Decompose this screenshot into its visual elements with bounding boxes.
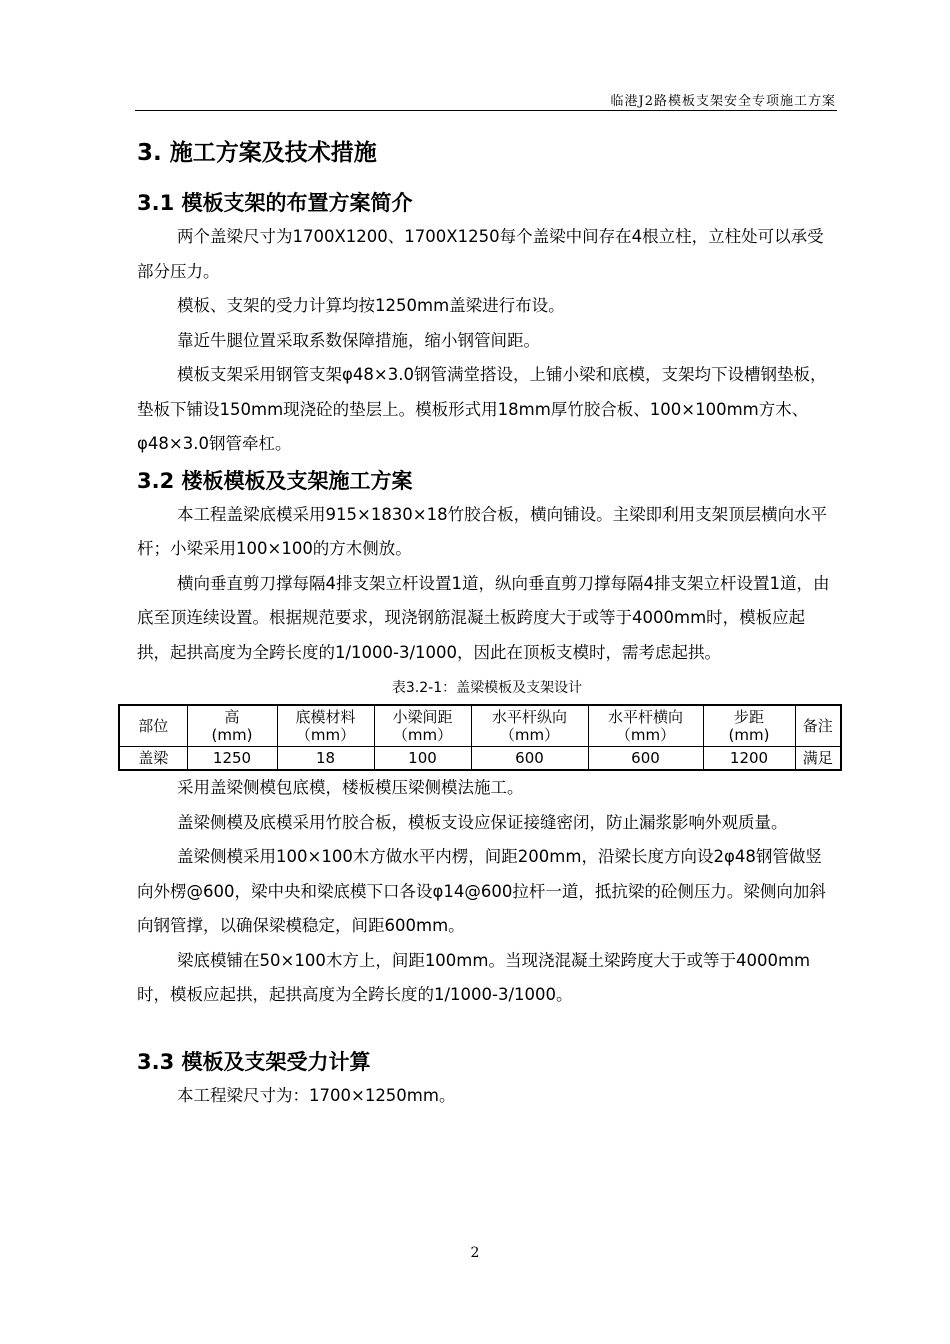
paragraph: 靠近牛腿位置采取系数保障措施，缩小钢管间距。	[177, 330, 540, 350]
table-cell: 600	[471, 747, 588, 771]
table-header-cell: 备注	[795, 705, 841, 747]
table-row	[119, 747, 841, 771]
table-cell: 满足	[795, 747, 841, 771]
paragraph: 模板支架采用钢管支架φ48×3.0钢管满堂搭设，上铺小梁和底模，支架均下设槽钢垫板，垫板下铺设150mm现浇砼的垫层上。模板形式用18mm厚竹胶合板、100×100mm方木、φ48×3.0钢管牵杠。	[137, 365, 827, 453]
page-number: 2	[470, 1245, 480, 1261]
page-content	[137, 134, 837, 1113]
table-header-cell: 水平杆横向 （mm）	[588, 705, 703, 747]
paragraph: 模板、支架的受力计算均按1250mm盖梁进行布设。	[177, 296, 565, 315]
running-header: 临港J2路模板支架安全专项施工方案	[610, 94, 836, 109]
paragraph: 盖梁侧模采用100×100木方做水平内楞，间距200mm，沿梁长度方向设2φ48钢管做竖向外楞@600，梁中央和梁底模下口各设φ14@600拉杆一道，抵抗梁的砼侧压力。梁侧向加斜向钢管撑，以确保梁模稳定，间距600mm。	[137, 847, 826, 935]
paragraph: 本工程梁尺寸为：1700×1250mm。	[177, 1085, 456, 1105]
table-header-cell: 部位	[119, 705, 187, 747]
table-cell: 1250	[187, 747, 277, 771]
paragraph: 盖梁侧模及底模采用竹胶合板，模板支设应保证接缝密闭，防止漏浆影响外观质量。	[177, 812, 788, 832]
table-header-cell: 步距 (mm)	[703, 705, 795, 747]
paragraph: 梁底模铺在50×100木方上，间距100mm。当现浇混凝土梁跨度大于或等于4000mm时，模板应起拱，起拱高度为全跨长度的1/1000-3/1000。	[137, 950, 811, 1004]
table-header-cell: 小梁间距 （mm）	[374, 705, 471, 747]
table-cell: 18	[277, 747, 374, 771]
table-cell: 盖梁	[119, 747, 187, 771]
paragraph: 本工程盖梁底模采用915×1830×18竹胶合板，横向铺设。主梁即利用支架顶层横向水平杆；小梁采用100×100的方木侧放。	[137, 504, 828, 558]
table-header-cell: 高 (mm)	[187, 705, 277, 747]
header-rule	[135, 110, 837, 111]
formwork-design-table	[118, 704, 842, 771]
table-caption: 表3.2-1：盖梁模板及支架设计	[391, 680, 583, 696]
section-3-2-title: 3.2 楼板模板及支架施工方案	[137, 468, 413, 493]
table-header-row	[119, 705, 841, 747]
paragraph: 横向垂直剪刀撑每隔4排支架立杆设置1道，纵向垂直剪刀撑每隔4排支架立杆设置1道，由底至顶连续设置。根据规范要求，现浇钢筋混凝土板跨度大于或等于4000mm时，模板应起拱，起拱高度为全跨长度的1/1000-3/1000，因此在顶板支模时，需考虑起拱。	[137, 573, 830, 662]
section-3-1-title: 3.1 模板支架的布置方案简介	[137, 191, 413, 215]
section-3-3-title: 3.3 模板及支架受力计算	[137, 1049, 371, 1074]
table-header-cell: 底模材料 （mm）	[277, 705, 374, 747]
table-cell: 100	[374, 747, 471, 771]
table-cell: 1200	[703, 747, 795, 771]
table-cell: 600	[588, 747, 703, 771]
paragraph: 两个盖梁尺寸为1700X1200、1700X1250每个盖梁中间存在4根立柱，立柱处可以承受部分压力。	[137, 227, 824, 281]
paragraph: 采用盖梁侧模包底模，楼板模压梁侧模法施工。	[177, 778, 524, 797]
section-3-title: 3. 施工方案及技术措施	[137, 140, 377, 166]
table-header-cell: 水平杆纵向 （mm）	[471, 705, 588, 747]
